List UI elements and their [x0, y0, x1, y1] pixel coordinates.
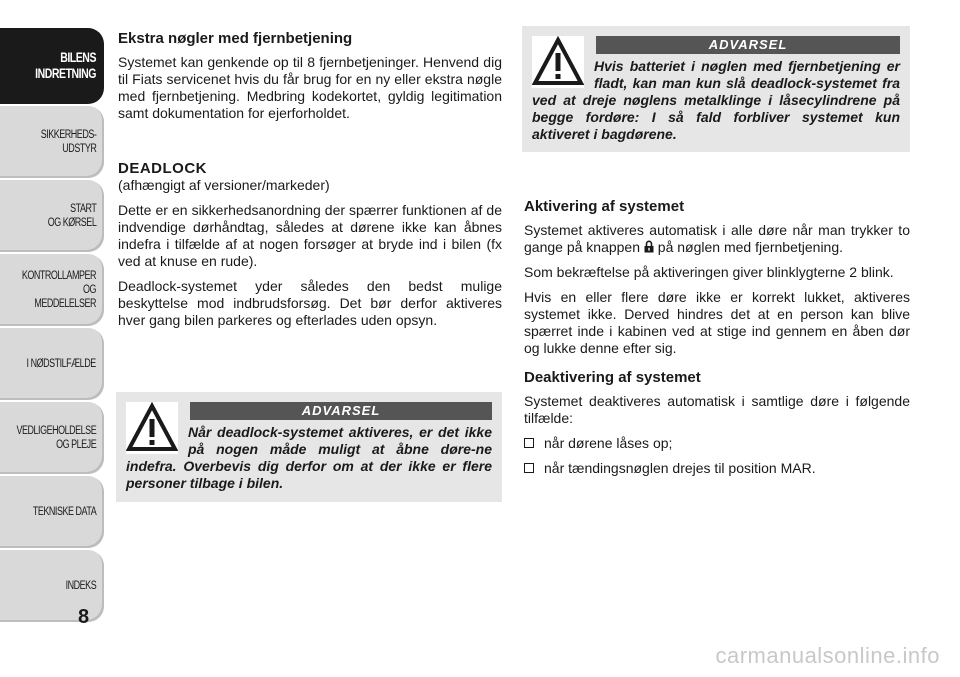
deadlock-heading: DEADLOCK [118, 160, 207, 177]
left-column [118, 30, 502, 337]
activation-text-a: Systemet aktiveres automatisk i alle døre når man trykker to gange på knappen [524, 222, 910, 255]
tab-vedligeholdelse[interactable] [0, 402, 104, 474]
checkbox-bullet-icon [524, 438, 534, 448]
tab-start-og-korsel[interactable] [0, 180, 104, 252]
warning-box-deadlock [116, 392, 502, 502]
list-item [524, 460, 910, 477]
checkbox-bullet-icon [524, 463, 534, 473]
activation-text-b: på nøglen med fjernbetjening. [657, 239, 844, 255]
warning-triangle-icon [126, 402, 178, 454]
activation-paragraph-2: Som bekræftelse på aktiveringen giver blinklygterne 2 blink. [524, 264, 894, 280]
list-item [524, 435, 910, 452]
tab-label: I NØDSTILFÆLDE [26, 358, 96, 370]
tab-sikkerhedsudstyr[interactable] [0, 106, 104, 178]
tab-label: TEKNISKE DATA [32, 506, 96, 518]
extra-keys-heading: Ekstra nøgler med fjernbetjening [118, 30, 353, 47]
tab-label: VEDLIGEHOLDELSE OG PLEJE [16, 425, 96, 451]
tab-nodstilfaelde[interactable] [0, 328, 104, 400]
page-number: 8 [78, 606, 90, 628]
warning-text: Hvis batteriet i nøglen med fjernbetjening er fladt, kan man kun slå deadlock-systemet fra ved at dreje nøglens metalklinge i låsecylindrene på begge fordøre: I så fald forbliver systemet kun aktiveret i bagdørene. [532, 58, 900, 142]
tab-bilens-indretning[interactable] [0, 28, 104, 104]
activation-paragraph-1 [524, 222, 910, 256]
tab-label: BILENS INDRETNING [35, 50, 96, 81]
tab-label: KONTROLLAMPER OG MEDDELELSER [21, 270, 97, 310]
tab-label: INDEKS [65, 580, 96, 592]
tab-label: START OG KØRSEL [47, 203, 96, 229]
tab-kontrollamper[interactable] [0, 254, 104, 326]
warning-label: ADVARSEL [190, 402, 492, 420]
list-item-text: når dørene låses op; [544, 435, 673, 451]
list-item-text: når tændingsnøglen drejes til position MAR. [544, 460, 816, 476]
tab-tekniske-data[interactable] [0, 476, 104, 548]
deactivation-heading: Deaktivering af systemet [524, 369, 701, 386]
watermark: carmanualsonline.info [715, 643, 940, 668]
deadlock-subtitle: (afhængigt af versioner/markeder) [118, 177, 330, 193]
extra-keys-paragraph: Systemet kan genkende op til 8 fjernbetjeninger. Henvend dig til Fiats servicenet hvis du får brug for en ny eller ekstra nøgle med fjernbetjening. Medbring kodekortet, gyldig legitimation samt dokumentation for ejerforholdet. [118, 54, 502, 121]
right-column [524, 198, 910, 485]
deadlock-paragraph-2: Deadlock-systemet yder således den bedst mulige beskyttelse mod indbrudsforsøg. Det bør derfor aktiveres hver gang bilen parkeres og efterlades uden opsyn. [118, 278, 502, 328]
warning-label: ADVARSEL [596, 36, 900, 54]
activation-heading: Aktivering af systemet [524, 198, 685, 215]
chapter-tabs [0, 28, 104, 624]
lock-icon [644, 240, 654, 253]
deactivation-paragraph: Systemet deaktiveres automatisk i samtlige døre i følgende tilfælde: [524, 393, 910, 426]
warning-text: Når deadlock-systemet aktiveres, er det ikke på nogen måde muligt at åbne døre-ne indefra. Overbevis dig derfor om at der ikke er flere personer tilbage i bilen. [126, 424, 492, 491]
warning-box-battery [522, 26, 910, 152]
activation-paragraph-3: Hvis en eller flere døre ikke er korrekt lukket, aktiveres systemet ikke. Derved hindres det at en person kan blive spærret inde i kabinen ved at stige ind gennem en åben dør og lukke denne efter sig. [524, 289, 910, 356]
warning-triangle-icon [532, 36, 584, 88]
tab-label: SIKKERHEDS- UDSTYR [40, 129, 96, 155]
deadlock-paragraph-1: Dette er en sikkerhedsanordning der spærrer funktionen af de indvendige dørhåndtag, således at dørene ikke kan åbnes indefra i tilfælde af at nogen forsøger at bryde ind i bilen (fx ved at knuse en rude). [118, 202, 502, 269]
